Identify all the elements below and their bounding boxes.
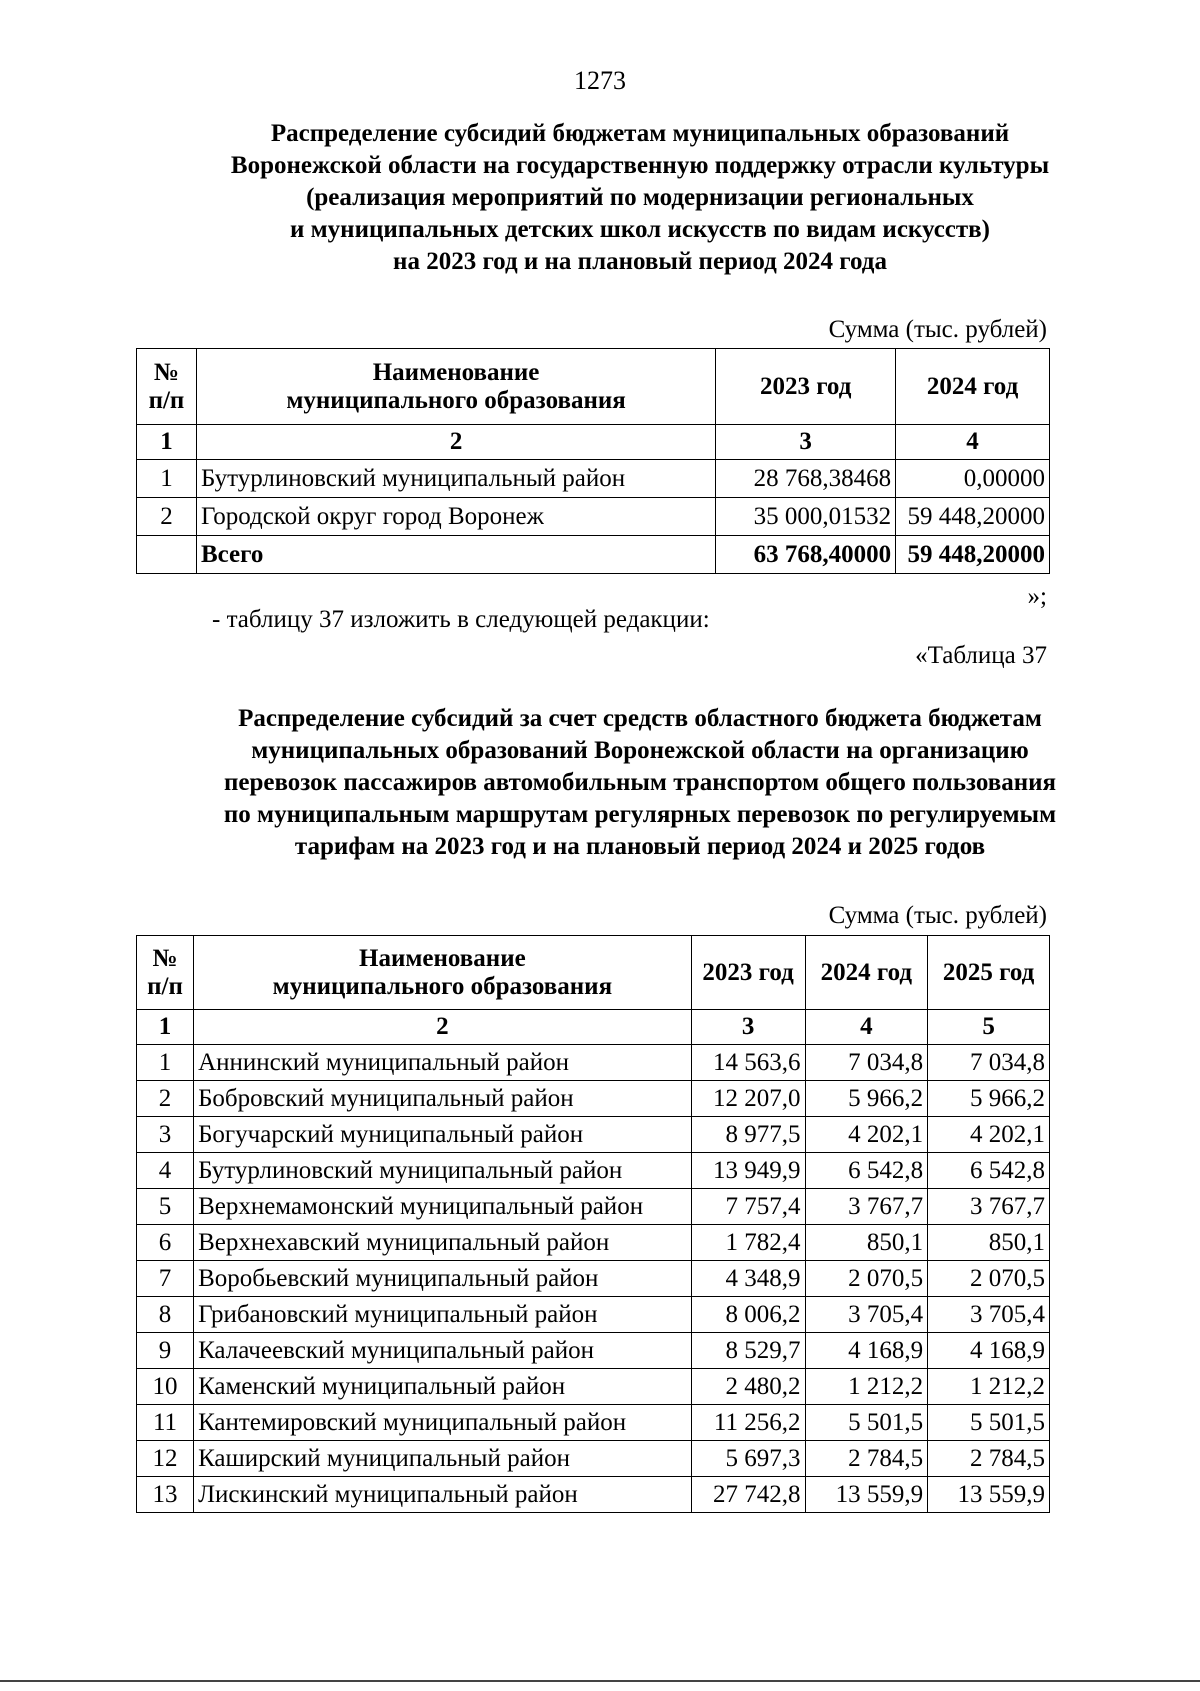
row-name: Бутурлиновский муниципальный район	[194, 1153, 692, 1189]
row-no: 2	[137, 498, 197, 536]
row-no: 3	[137, 1117, 194, 1153]
row-2024: 6 542,8	[805, 1153, 928, 1189]
table37-caption: «Таблица 37	[915, 642, 1047, 669]
header-no-line1: №	[152, 944, 178, 972]
table-row	[137, 1441, 1050, 1477]
title-line: тарифам на 2023 год и на плановый период 2024 и 2025 годов	[294, 833, 986, 860]
header-no-line2: п/п	[147, 972, 183, 1000]
row-name: Каширский муниципальный район	[194, 1441, 692, 1477]
row-name: Воробьевский муниципальный район	[194, 1261, 692, 1297]
amendment-instruction: - таблицу 37 изложить в следующей редакции:	[212, 606, 710, 633]
row-name: Верхнемамонский муниципальный район	[194, 1189, 692, 1225]
row-2023: 12 207,0	[691, 1081, 805, 1117]
row-2024: 4 202,1	[805, 1117, 928, 1153]
table36-title	[100, 118, 1180, 278]
row-2025: 2 784,5	[928, 1441, 1050, 1477]
table-row	[137, 1297, 1050, 1333]
table-row	[137, 498, 1050, 536]
row-2023: 27 742,8	[691, 1477, 805, 1513]
row-name: Аннинский муниципальный район	[194, 1045, 692, 1081]
row-2023: 35 000,01532	[716, 498, 896, 536]
table37-title	[100, 703, 1180, 863]
header-no-line2: п/п	[148, 386, 185, 414]
row-2025: 3 767,7	[928, 1189, 1050, 1225]
table-row	[137, 1369, 1050, 1405]
header-2023: 2023 год	[716, 349, 896, 425]
header-2025: 2025 год	[928, 936, 1050, 1010]
row-2024: 3 767,7	[805, 1189, 928, 1225]
row-no: 12	[137, 1441, 194, 1477]
index-cell: 3	[691, 1010, 805, 1045]
title-line: на 2023 год и на плановый период 2024 года	[393, 248, 887, 275]
row-name: Бобровский муниципальный район	[194, 1081, 692, 1117]
total-2024: 59 448,20000	[896, 536, 1050, 574]
row-name: Лискинский муниципальный район	[194, 1477, 692, 1513]
title-line: перевозок пассажиров автомобильным транспортом общего пользования	[223, 769, 1057, 796]
row-no: 9	[137, 1333, 194, 1369]
row-2025: 13 559,9	[928, 1477, 1050, 1513]
table-row	[137, 1225, 1050, 1261]
row-2025: 5 966,2	[928, 1081, 1050, 1117]
title-line: и муниципальных детских школ искусств по видам искусств)	[289, 216, 991, 243]
row-2024: 850,1	[805, 1225, 928, 1261]
header-2023: 2023 год	[691, 936, 805, 1010]
index-cell: 4	[805, 1010, 928, 1045]
row-2024: 0,00000	[896, 460, 1050, 498]
row-no: 10	[137, 1369, 194, 1405]
row-2025: 7 034,8	[928, 1045, 1050, 1081]
row-2024: 1 212,2	[805, 1369, 928, 1405]
row-name: Каменский муниципальный район	[194, 1369, 692, 1405]
table37-sum-label: Сумма (тыс. рублей)	[828, 902, 1047, 929]
row-2023: 13 949,9	[691, 1153, 805, 1189]
page-number: 1273	[574, 66, 626, 95]
header-name-line1: Наименование	[359, 944, 526, 972]
total-2023: 63 768,40000	[716, 536, 896, 574]
row-name: Бутурлиновский муниципальный район	[196, 460, 715, 498]
row-name: Городской округ город Воронеж	[196, 498, 715, 536]
header-2024: 2024 год	[805, 936, 928, 1010]
row-no: 11	[137, 1405, 194, 1441]
index-cell: 2	[194, 1010, 692, 1045]
row-2025: 4 168,9	[928, 1333, 1050, 1369]
row-no: 8	[137, 1297, 194, 1333]
row-2023: 28 768,38468	[716, 460, 896, 498]
table-row	[137, 1081, 1050, 1117]
row-no: 4	[137, 1153, 194, 1189]
header-name-line1: Наименование	[372, 358, 540, 386]
row-2023: 5 697,3	[691, 1441, 805, 1477]
table-row	[137, 1189, 1050, 1225]
row-2023: 8 006,2	[691, 1297, 805, 1333]
index-cell: 4	[896, 425, 1050, 460]
table-row	[137, 1153, 1050, 1189]
table37	[136, 935, 1050, 1513]
row-2025: 4 202,1	[928, 1117, 1050, 1153]
table36	[136, 348, 1050, 574]
row-2025: 2 070,5	[928, 1261, 1050, 1297]
table-row	[137, 460, 1050, 498]
total-row	[137, 536, 1050, 574]
table36-sum-label: Сумма (тыс. рублей)	[828, 316, 1047, 343]
header-name	[196, 349, 715, 425]
row-2023: 4 348,9	[691, 1261, 805, 1297]
title-line: Распределение субсидий бюджетам муниципальных образований	[270, 120, 1010, 147]
index-cell: 1	[137, 425, 197, 460]
header-no-line1: №	[153, 358, 180, 386]
title-line: Воронежской области на государственную поддержку отрасли культуры	[230, 152, 1050, 179]
header-no	[137, 349, 197, 425]
row-2024: 13 559,9	[805, 1477, 928, 1513]
title-line: Распределение субсидий за счет средств областного бюджета бюджетам	[238, 705, 1042, 732]
row-2023: 8 977,5	[691, 1117, 805, 1153]
table-row	[137, 1117, 1050, 1153]
total-label: Всего	[196, 536, 715, 574]
row-no: 6	[137, 1225, 194, 1261]
table-row	[137, 1045, 1050, 1081]
row-name: Кантемировский муниципальный район	[194, 1405, 692, 1441]
row-2023: 11 256,2	[691, 1405, 805, 1441]
row-2023: 8 529,7	[691, 1333, 805, 1369]
row-no: 2	[137, 1081, 194, 1117]
header-name-line2: муниципального образования	[286, 386, 626, 414]
row-2024: 2 784,5	[805, 1441, 928, 1477]
row-2025: 850,1	[928, 1225, 1050, 1261]
row-name: Калачеевский муниципальный район	[194, 1333, 692, 1369]
row-no: 5	[137, 1189, 194, 1225]
row-2023: 7 757,4	[691, 1189, 805, 1225]
row-2025: 3 705,4	[928, 1297, 1050, 1333]
row-name: Грибановский муниципальный район	[194, 1297, 692, 1333]
row-2024: 7 034,8	[805, 1045, 928, 1081]
index-cell: 2	[196, 425, 715, 460]
row-no: 1	[137, 460, 197, 498]
table-row	[137, 1405, 1050, 1441]
row-2023: 1 782,4	[691, 1225, 805, 1261]
header-name-line2: муниципального образования	[272, 972, 613, 1000]
header-no	[137, 936, 194, 1010]
row-no: 13	[137, 1477, 194, 1513]
index-cell: 5	[928, 1010, 1050, 1045]
header-name	[194, 936, 692, 1010]
row-2025: 6 542,8	[928, 1153, 1050, 1189]
row-2024: 59 448,20000	[896, 498, 1050, 536]
title-line: по муниципальным маршрутам регулярных перевозок по регулируемым	[223, 801, 1057, 828]
header-2024: 2024 год	[896, 349, 1050, 425]
column-index-row	[137, 425, 1050, 460]
column-index-row	[137, 1010, 1050, 1045]
row-2024: 4 168,9	[805, 1333, 928, 1369]
table-row	[137, 1477, 1050, 1513]
table37-body	[137, 1045, 1050, 1513]
table-header-row	[137, 936, 1050, 1010]
index-cell: 1	[137, 1010, 194, 1045]
table-row	[137, 1333, 1050, 1369]
row-2025: 5 501,5	[928, 1405, 1050, 1441]
closing-quote: »;	[1027, 583, 1047, 610]
row-2024: 5 966,2	[805, 1081, 928, 1117]
page-bottom-rule	[0, 1680, 1200, 1682]
row-name: Верхнехавский муниципальный район	[194, 1225, 692, 1261]
row-no: 7	[137, 1261, 194, 1297]
row-name: Богучарский муниципальный район	[194, 1117, 692, 1153]
table-row	[137, 1261, 1050, 1297]
row-no	[137, 536, 197, 574]
row-2023: 14 563,6	[691, 1045, 805, 1081]
row-2024: 3 705,4	[805, 1297, 928, 1333]
title-line: (реализация мероприятий по модернизации региональных	[306, 184, 974, 211]
row-no: 1	[137, 1045, 194, 1081]
row-2023: 2 480,2	[691, 1369, 805, 1405]
row-2024: 2 070,5	[805, 1261, 928, 1297]
row-2025: 1 212,2	[928, 1369, 1050, 1405]
title-line: муниципальных образований Воронежской области на организацию	[251, 737, 1029, 764]
row-2024: 5 501,5	[805, 1405, 928, 1441]
index-cell: 3	[716, 425, 896, 460]
table-header-row	[137, 349, 1050, 425]
